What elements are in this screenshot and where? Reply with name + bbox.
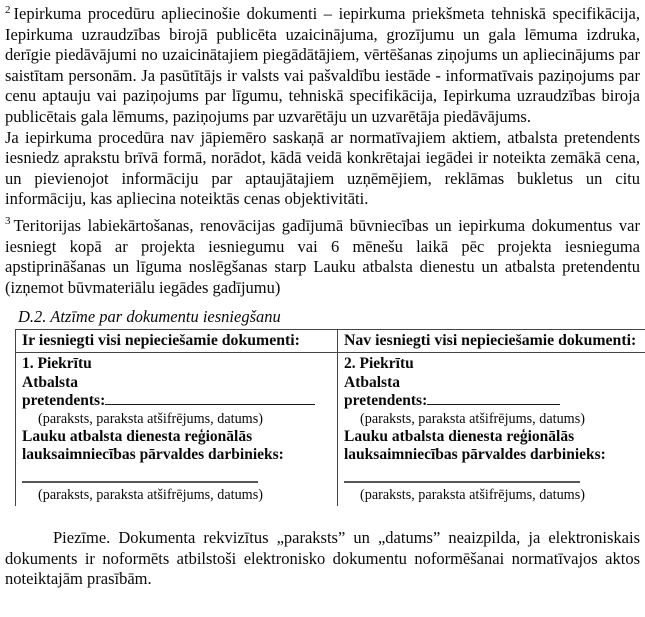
signature-caption: (paraksts, paraksta atšifrējums, datums): [38, 410, 263, 427]
applicant-label-line1: Atbalsta: [344, 373, 400, 391]
cell-agree-2: [338, 353, 645, 506]
signature-caption: (paraksts, paraksta atšifrējums, datums): [38, 486, 263, 503]
footnote-3-paragraph: [5, 216, 640, 298]
header-documents-submitted: Ir iesniegti visi nepieciešamie dokumenti:: [16, 330, 338, 353]
signature-space: [344, 465, 645, 481]
footnote-2-text: Iepirkuma procedūru apliecinošie dokumenti – iepirkuma priekšmeta tehniskā specifikācija, Iepirkuma uzraudzības birojā publicēta uzaicinājuma, grozījumu un gala lēmuma izdruka, derīgie piedāvājumi no uzaicinātajiem piegādātājiem, vērtēšanas ziņojums un apliecinājums par saistītam personām. Ja pasūtītājs ir valsts vai pašvaldību iestāde - informatīvais paziņojums par cenu aptauju vai paziņojums par līgumu, tehniskā specifikācija, Iepirkuma uzraudzības biroja publicētais gala lēmums, paziņojums par uzvarētāju un uzvarētāja piedāvājums.: [5, 4, 640, 126]
applicant-label-line2: pretendents:: [22, 392, 331, 410]
official-label: Lauku atbalsta dienesta reģionālās lauksaimniecības pārvaldes darbinieks:: [344, 428, 606, 464]
table-header-row: [16, 330, 645, 353]
signature-caption: (paraksts, paraksta atšifrējums, datums): [360, 410, 585, 427]
applicant-label-line2: pretendents:: [344, 392, 645, 410]
section-heading: D.2. Atzīme par dokumentu iesniegšanu: [18, 307, 281, 327]
applicant-label-line1: Atbalsta: [22, 373, 78, 391]
signature-space: [22, 465, 331, 481]
cell-agree-1: [16, 353, 338, 506]
signature-caption: (paraksts, paraksta atšifrējums, datums): [360, 486, 585, 503]
applicant-signature-blank: [427, 392, 560, 405]
footnote-3-text: Teritorijas labiekārtošanas, renovācijas gadījumā būvniecības un iepirkuma dokumentus var iesniegt kopā ar projekta iesniegumu vai 6 mēnešu laikā pēc projekta iesnieguma apstiprināšanas un līguma noslēgšanas starp Lauku atbalsta dienestu un atbalsta pretendentu (izņemot būvmateriālu iegādes gadījumu): [5, 215, 640, 297]
header-documents-not-submitted: Nav iesniegti visi nepieciešamie dokumenti:: [338, 330, 645, 353]
footnote-2-paragraph-2: [5, 128, 640, 210]
agree-number-line: 2. Piekrītu: [344, 355, 414, 373]
footnote-2-text-continued: Ja iepirkuma procedūra nav jāpiemēro saskaņā ar normatīvajiem aktiem, atbalsta pretendents iesniedz aprakstu brīvā formā, norādot, kādā veidā konkrētajai iegādei ir noteikta zemākā cena, un pievienojot informāciju par aptaujātajiem uzņēmējiem, reklāmas bukletus un citu informāciju, kas apliecina noteiktās cenas objektivitāti.: [5, 127, 640, 209]
footnote-2-paragraph-1: [5, 4, 640, 128]
footnote-3-marker: 3: [5, 215, 11, 228]
official-signature-line: [344, 481, 580, 485]
note-paragraph: Piezīme. Dokumenta rekvizītus „paraksts” un „datums” neaizpilda, ja elektroniskais dokuments ir noformēts atbilstoši elektronisko dokumentu noformēšanai normatīvajos aktos noteiktajām prasībām.: [5, 527, 640, 589]
footnote-2-marker: 2: [5, 3, 11, 16]
official-label: Lauku atbalsta dienesta reģionālās lauksaimniecības pārvaldes darbinieks:: [22, 428, 284, 464]
official-signature-line: [22, 481, 258, 485]
applicant-signature-blank: [105, 392, 315, 405]
agree-number-line: 1. Piekrītu: [22, 355, 92, 373]
table-body-row: [16, 353, 645, 506]
documents-submission-table: [15, 329, 645, 505]
